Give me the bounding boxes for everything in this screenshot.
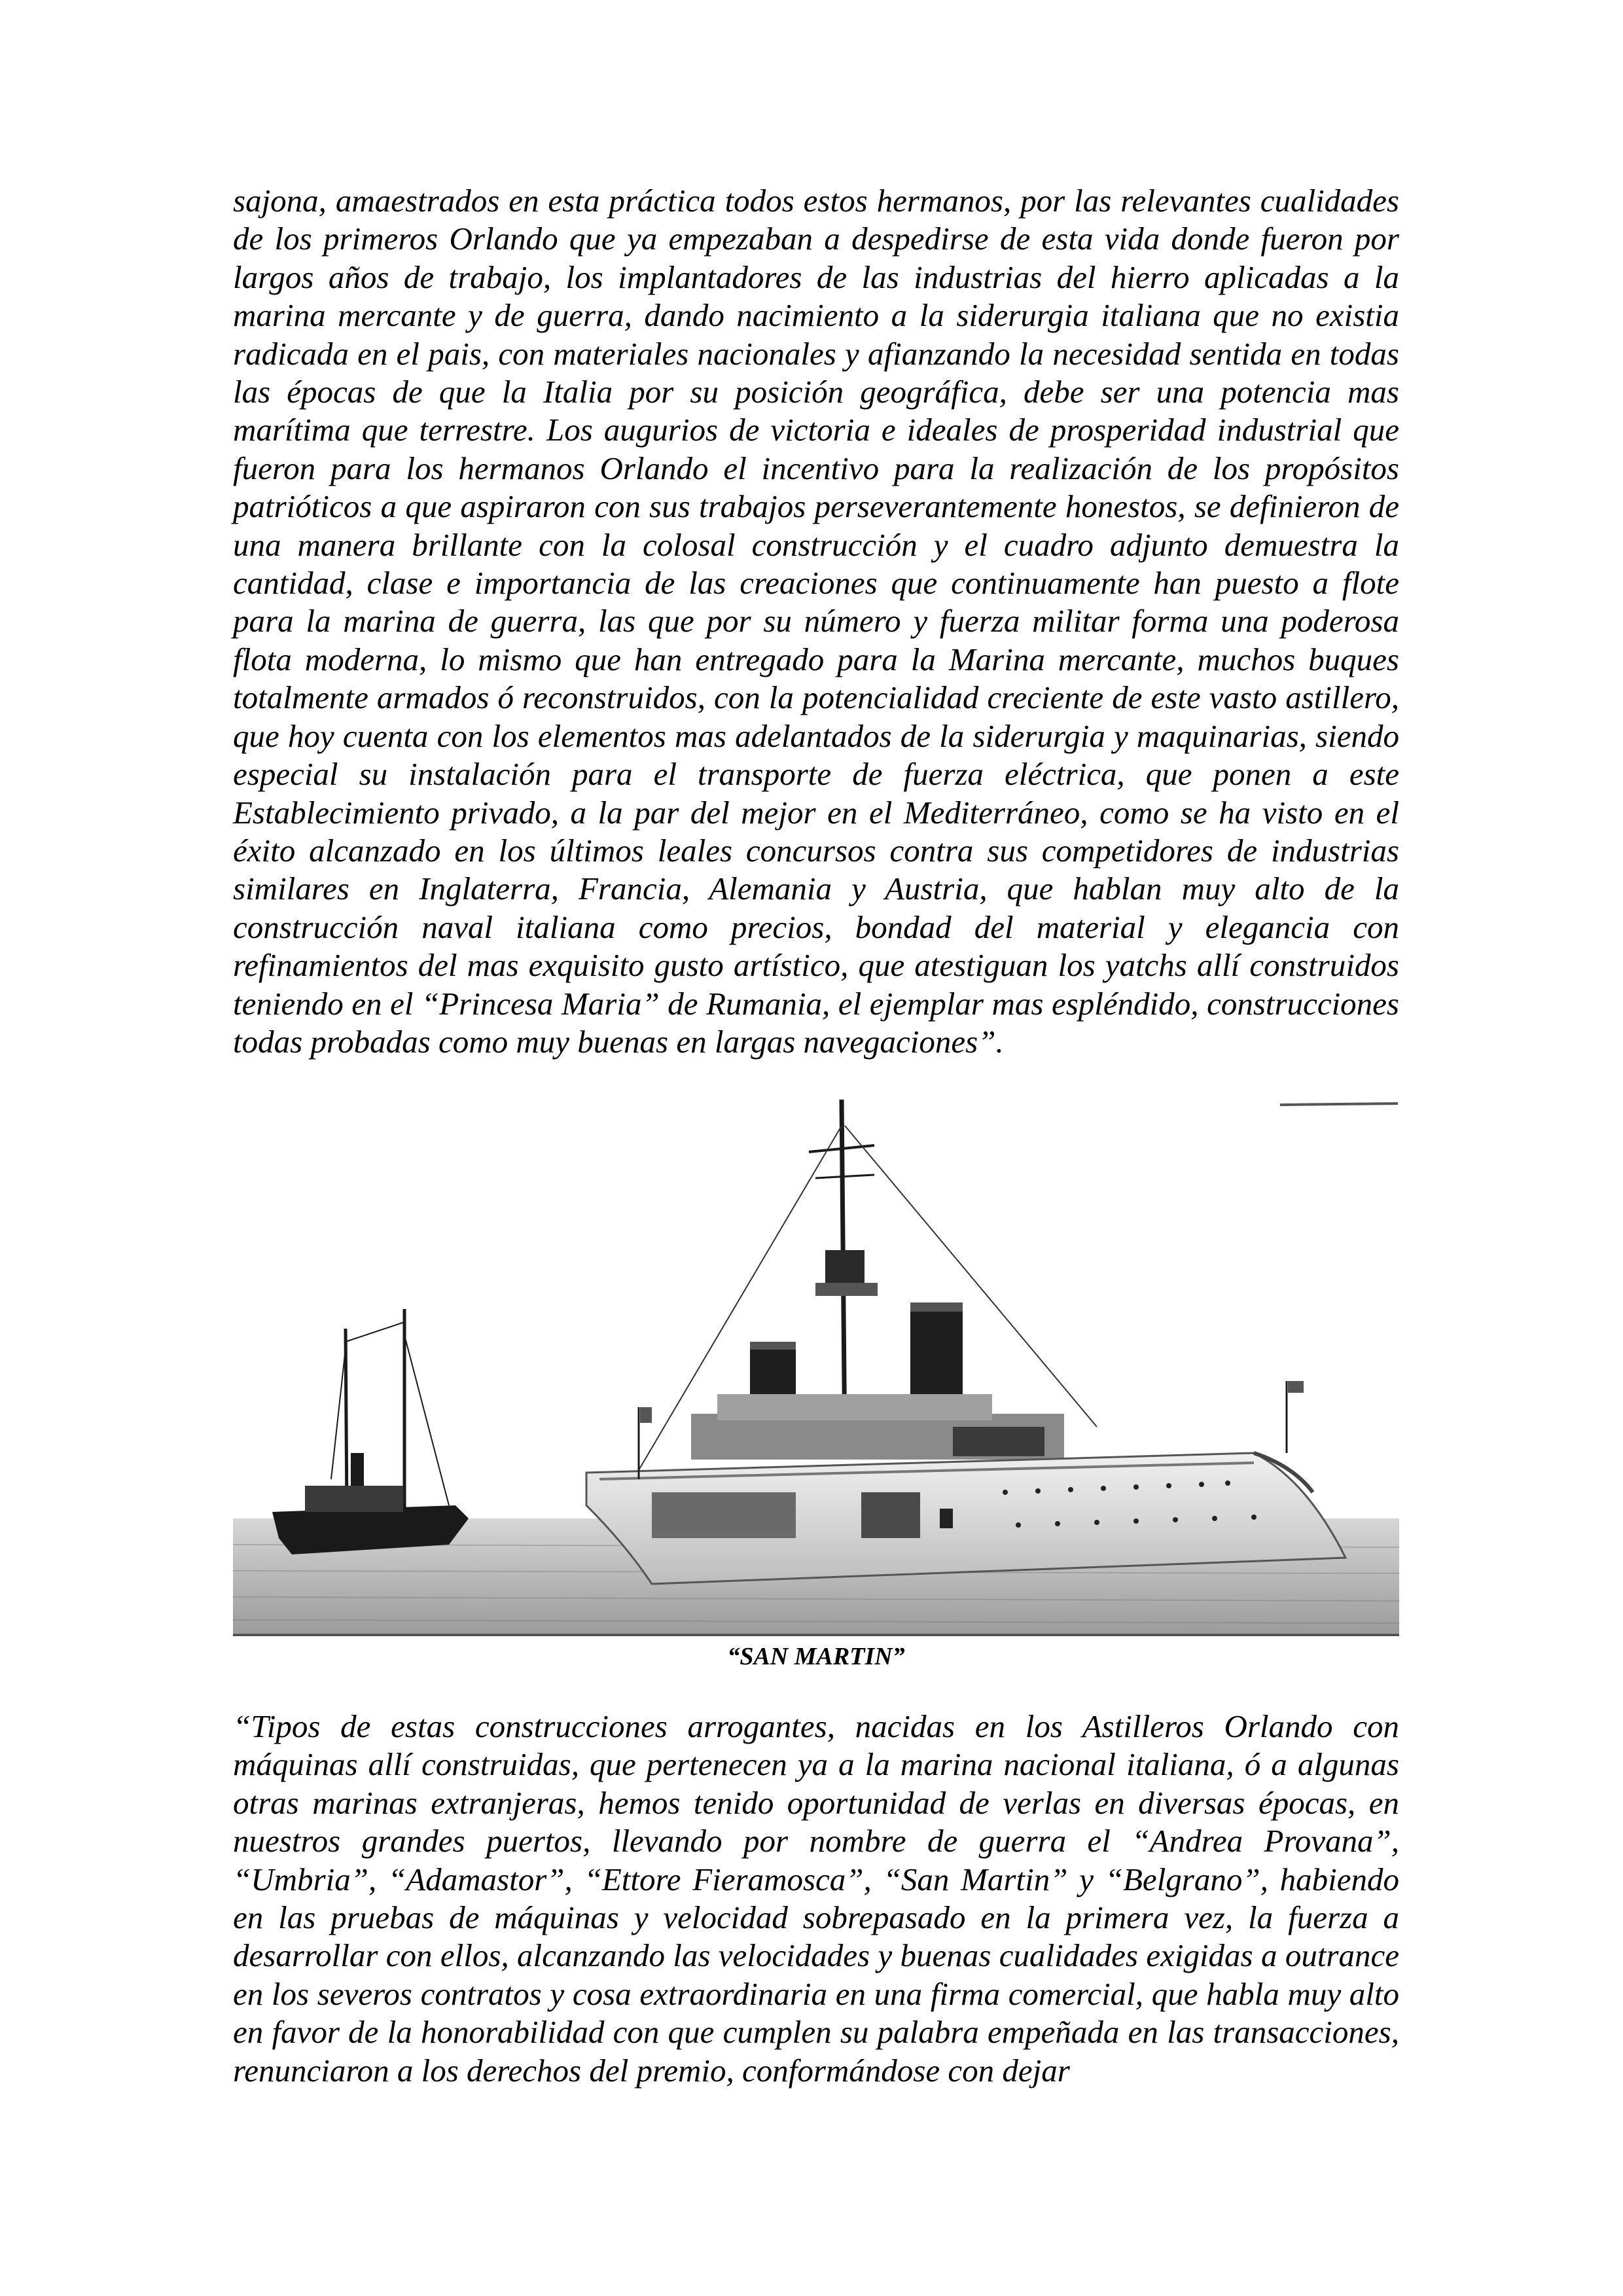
body-paragraph-bottom: “Tipos de estas construcciones arrogantes, nacidas en los Astilleros Orlando con máquinas allí construidas, que pertenecen ya a la marina nacional italiana, ó a algunas otras marinas extranjeras, hemos tenido oportunidad de verlas en diversas épocas, en nuestros grandes puertos, llevando por nombre de guerra el “Andrea Provana”, “Umbria”, “Adamastor”, “Ettore Fieramosca”, “San Martin” y “Belgrano”, habiendo en las pruebas de máquinas y velocidad sobrepasado en la primera vez, la fuerza a desarrollar con ellos, alcanzando las velocidades y buenas cualidades exigidas a outrance en los severos contratos y cosa extraordinaria en una firma comercial, que habla muy alto en favor de la honorabilidad con que cumplen su palabra empeñada en las transacciones, renunciaron a los derechos del premio, conformándose con dejar xyxy=(233,1708,1399,2089)
warship-photo xyxy=(233,1086,1399,1636)
photo-caption: “SAN MARTIN” xyxy=(727,1643,905,1670)
body-paragraph-top: sajona, amaestrados en esta práctica todos estos hermanos, por las relevantes cualidades de los primeros Orlando que ya empezaban a despedirse de esta vida donde fueron por largos años de trabajo, los implantadores de las industrias del hierro aplicadas a la marina mercante y de guerra, dando nacimiento a la siderurgia italiana que no existia radicada en el pais, con materiales nacionales y afianzando la necesidad sentida en todas las épocas de que la Italia por su posición geográfica, debe ser una potencia mas marítima que terrestre. Los augurios de victoria e ideales de prosperidad industrial que fueron para los hermanos Orlando el incentivo para la realización de los propósitos patrióticos a que aspiraron con sus trabajos perseverantemente honestos, se definieron de una manera brillante con la colosal construcción y el cuadro adjunto demuestra la cantidad, clase e importancia de las creaciones que continuamente han puesto a flote para la marina de guerra, las que por su número y fuerza militar forma una poderosa flota moderna, lo mismo que han entregado para la Marina mercante, muchos buques totalmente armados ó reconstruidos, con la potencialidad creciente de este vasto astillero, que hoy cuenta con los elementos mas adelantados de la siderurgia y maquinarias, siendo especial su instalación para el transporte de fuerza eléctrica, que ponen a este Establecimiento privado, a la par del mejor en el Mediterráneo, como se ha visto en el éxito alcanzado en los últimos leales concursos contra sus competidores de industrias similares en Inglaterra, Francia, Alemania y Austria, que hablan muy alto de la construcción naval italiana como precios, bondad del material y elegancia con refinamientos del mas exquisito gusto artístico, que atestiguan los yatchs allí construidos teniendo en el “Princesa Maria” de Rumania, el ejemplar mas espléndido, construcciones todas probadas como muy buenas en largas navegaciones”. xyxy=(233,183,1399,1060)
